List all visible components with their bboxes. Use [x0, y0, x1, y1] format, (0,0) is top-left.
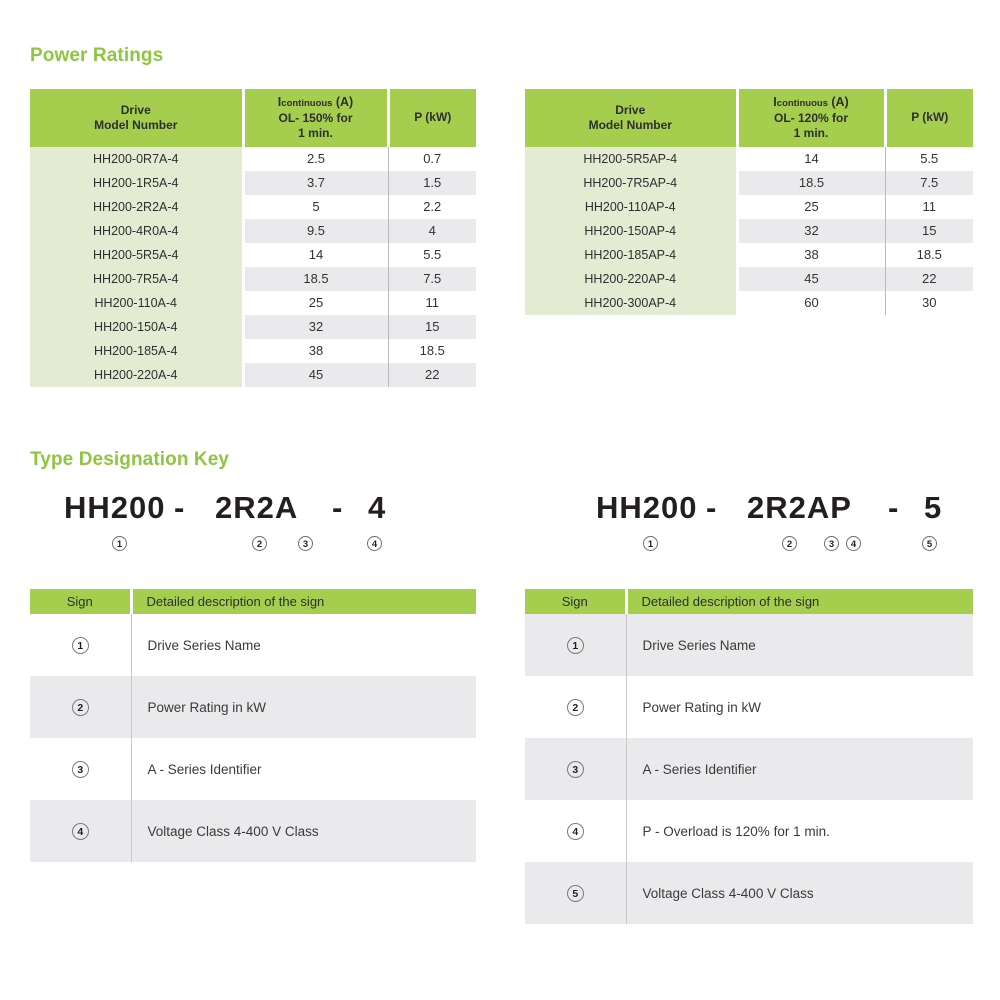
cell-power-kw: 11 — [388, 291, 476, 315]
header-line-current — [741, 95, 882, 111]
column-header-sign: Sign — [525, 589, 626, 614]
header-line-drive: Drive — [615, 102, 646, 117]
cell-drive-model-number: HH200-5R5AP-4 — [525, 147, 737, 171]
cell-sign-marker — [525, 862, 626, 924]
cell-sign-description: Voltage Class 4-400 V Class — [131, 800, 476, 862]
table-row — [30, 363, 476, 387]
type-key-diagram-overload — [525, 490, 973, 558]
cell-sign-description: A - Series Identifier — [626, 738, 973, 800]
marker-2: 2 — [252, 534, 267, 552]
model-code-markers-standard — [30, 534, 476, 558]
cell-continuous-current: 14 — [243, 243, 388, 267]
marker-1: 1 — [643, 534, 658, 552]
model-code-markers-overload — [525, 534, 973, 558]
sign-table-right-body — [525, 614, 973, 924]
cell-drive-model-number: HH200-1R5A-4 — [30, 171, 243, 195]
cell-power-kw: 22 — [885, 267, 973, 291]
header-line-overload: OL- 120% for — [773, 110, 848, 125]
table-header-row — [30, 89, 476, 147]
column-header-sign: Sign — [30, 589, 131, 614]
code-segment-voltage: 5 — [924, 490, 943, 525]
cell-sign-marker — [525, 676, 626, 738]
circled-number-icon: 2 — [72, 699, 89, 716]
marker-1: 1 — [112, 534, 127, 552]
table-row — [30, 738, 476, 800]
circled-number-icon: 1 — [567, 637, 584, 654]
cell-power-kw: 30 — [885, 291, 973, 315]
cell-power-kw: 5.5 — [388, 243, 476, 267]
cell-continuous-current: 25 — [243, 291, 388, 315]
column-header-description: Detailed description of the sign — [626, 589, 973, 614]
model-code-overload — [525, 490, 973, 534]
cell-drive-model-number: HH200-150A-4 — [30, 315, 243, 339]
cell-continuous-current: 3.7 — [243, 171, 388, 195]
cell-drive-model-number: HH200-7R5A-4 — [30, 267, 243, 291]
code-dash-1: - — [174, 490, 186, 525]
model-code-standard — [30, 490, 476, 534]
cell-drive-model-number: HH200-185A-4 — [30, 339, 243, 363]
rating-table-2-body — [525, 147, 973, 315]
cell-drive-model-number: HH200-7R5AP-4 — [525, 171, 737, 195]
header-line-current — [247, 95, 385, 111]
cell-sign-marker — [525, 738, 626, 800]
cell-continuous-current: 60 — [737, 291, 885, 315]
cell-power-kw: 15 — [388, 315, 476, 339]
page-title-power-ratings: Power Ratings — [30, 45, 164, 66]
cell-power-kw: 5.5 — [885, 147, 973, 171]
header-unit-amps: (A) — [831, 95, 849, 109]
power-ratings-table-120pct — [525, 89, 973, 315]
cell-sign-marker — [525, 800, 626, 862]
header-line-model-number: Model Number — [94, 117, 178, 132]
header-line-drive: Drive — [120, 102, 151, 117]
cell-continuous-current: 32 — [737, 219, 885, 243]
sign-table-left-body — [30, 614, 476, 862]
cell-drive-model-number: HH200-110A-4 — [30, 291, 243, 315]
cell-continuous-current: 2.5 — [243, 147, 388, 171]
cell-sign-description: Voltage Class 4-400 V Class — [626, 862, 973, 924]
cell-drive-model-number: HH200-4R0A-4 — [30, 219, 243, 243]
code-segment-rating: 2R2A — [215, 490, 299, 525]
cell-drive-model-number: HH200-220AP-4 — [525, 267, 737, 291]
cell-drive-model-number: HH200-220A-4 — [30, 363, 243, 387]
table-row — [30, 267, 476, 291]
cell-power-kw: 18.5 — [388, 339, 476, 363]
cell-power-kw: 0.7 — [388, 147, 476, 171]
circled-number-icon: 3 — [567, 761, 584, 778]
marker-4: 4 — [367, 534, 382, 552]
circled-number-icon: 1 — [72, 637, 89, 654]
table-row — [525, 243, 973, 267]
cell-continuous-current: 38 — [737, 243, 885, 267]
table-row — [525, 219, 973, 243]
code-dash-2: - — [888, 490, 900, 525]
cell-sign-description: A - Series Identifier — [131, 738, 476, 800]
marker-5: 5 — [922, 534, 937, 552]
code-dash-2: - — [332, 490, 344, 525]
cell-continuous-current: 14 — [737, 147, 885, 171]
cell-continuous-current: 32 — [243, 315, 388, 339]
cell-sign-description: Power Rating in kW — [131, 676, 476, 738]
cell-sign-marker — [30, 614, 131, 676]
cell-drive-model-number: HH200-0R7A-4 — [30, 147, 243, 171]
header-sub-continuous: continuous — [776, 98, 828, 109]
marker-4: 4 — [846, 534, 861, 552]
circled-number-icon: 5 — [567, 885, 584, 902]
table-row — [30, 315, 476, 339]
circled-number-icon: 3 — [72, 761, 89, 778]
marker-2: 2 — [782, 534, 797, 552]
cell-power-kw: 22 — [388, 363, 476, 387]
cell-drive-model-number: HH200-185AP-4 — [525, 243, 737, 267]
cell-continuous-current: 45 — [243, 363, 388, 387]
table-row — [525, 614, 973, 676]
column-header-power-kw: P (kW) — [885, 89, 973, 147]
column-header-drive-model-number — [525, 89, 737, 147]
header-line-duration: 1 min. — [793, 125, 829, 140]
table-row — [30, 614, 476, 676]
marker-3: 3 — [298, 534, 313, 552]
column-header-continuous-current — [243, 89, 388, 147]
cell-power-kw: 15 — [885, 219, 973, 243]
cell-power-kw: 2.2 — [388, 195, 476, 219]
cell-sign-marker — [525, 614, 626, 676]
header-line-model-number: Model Number — [588, 117, 672, 132]
cell-continuous-current: 5 — [243, 195, 388, 219]
table-row — [30, 800, 476, 862]
header-sub-continuous: continuous — [281, 98, 333, 109]
code-segment-series: HH200 — [596, 490, 698, 525]
column-header-power-kw: P (kW) — [388, 89, 476, 147]
power-ratings-table-150pct — [30, 89, 476, 387]
table-row — [30, 676, 476, 738]
cell-sign-marker — [30, 800, 131, 862]
cell-drive-model-number: HH200-150AP-4 — [525, 219, 737, 243]
cell-sign-description: P - Overload is 120% for 1 min. — [626, 800, 973, 862]
table-row — [30, 219, 476, 243]
table-row — [30, 195, 476, 219]
cell-power-kw: 7.5 — [388, 267, 476, 291]
cell-power-kw: 4 — [388, 219, 476, 243]
circled-number-icon: 4 — [567, 823, 584, 840]
table-row — [30, 147, 476, 171]
sign-table-header-row — [525, 589, 973, 614]
column-header-drive-model-number — [30, 89, 243, 147]
table-row — [525, 862, 973, 924]
table-row — [525, 147, 973, 171]
header-line-overload: OL- 150% for — [278, 110, 353, 125]
cell-sign-marker — [30, 676, 131, 738]
code-dash-1: - — [706, 490, 718, 525]
cell-power-kw: 11 — [885, 195, 973, 219]
cell-drive-model-number: HH200-300AP-4 — [525, 291, 737, 315]
header-unit-amps: (A) — [335, 95, 354, 109]
cell-power-kw: 1.5 — [388, 171, 476, 195]
table-row — [525, 267, 973, 291]
rating-table-1-body — [30, 147, 476, 387]
cell-continuous-current: 25 — [737, 195, 885, 219]
cell-continuous-current: 38 — [243, 339, 388, 363]
cell-power-kw: 18.5 — [885, 243, 973, 267]
cell-continuous-current: 45 — [737, 267, 885, 291]
cell-sign-description: Drive Series Name — [131, 614, 476, 676]
cell-continuous-current: 18.5 — [737, 171, 885, 195]
header-line-duration: 1 min. — [298, 125, 333, 140]
cell-drive-model-number: HH200-2R2A-4 — [30, 195, 243, 219]
code-segment-rating: 2R2AP — [747, 490, 852, 525]
cell-continuous-current: 9.5 — [243, 219, 388, 243]
cell-sign-marker — [30, 738, 131, 800]
table-row — [525, 738, 973, 800]
cell-sign-description: Drive Series Name — [626, 614, 973, 676]
code-segment-series: HH200 — [64, 490, 166, 525]
table-row — [30, 243, 476, 267]
table-header-row — [525, 89, 973, 147]
table-row — [525, 171, 973, 195]
table-row — [525, 676, 973, 738]
column-header-continuous-current — [737, 89, 885, 147]
marker-3: 3 — [824, 534, 839, 552]
type-key-diagram-standard — [30, 490, 476, 558]
sign-table-header-row — [30, 589, 476, 614]
circled-number-icon: 2 — [567, 699, 584, 716]
header-symbol-i: I — [773, 95, 777, 109]
column-header-description: Detailed description of the sign — [131, 589, 476, 614]
code-segment-voltage: 4 — [368, 490, 387, 525]
table-row — [525, 195, 973, 219]
sign-description-table-standard — [30, 589, 476, 862]
cell-continuous-current: 18.5 — [243, 267, 388, 291]
cell-power-kw: 7.5 — [885, 171, 973, 195]
table-row — [525, 800, 973, 862]
sign-description-table-overload — [525, 589, 973, 924]
cell-drive-model-number: HH200-110AP-4 — [525, 195, 737, 219]
table-row — [30, 291, 476, 315]
cell-sign-description: Power Rating in kW — [626, 676, 973, 738]
table-row — [525, 291, 973, 315]
table-row — [30, 339, 476, 363]
header-symbol-i: I — [277, 95, 282, 109]
circled-number-icon: 4 — [72, 823, 89, 840]
table-row — [30, 171, 476, 195]
cell-drive-model-number: HH200-5R5A-4 — [30, 243, 243, 267]
page-title-type-designation-key: Type Designation Key — [30, 449, 230, 470]
